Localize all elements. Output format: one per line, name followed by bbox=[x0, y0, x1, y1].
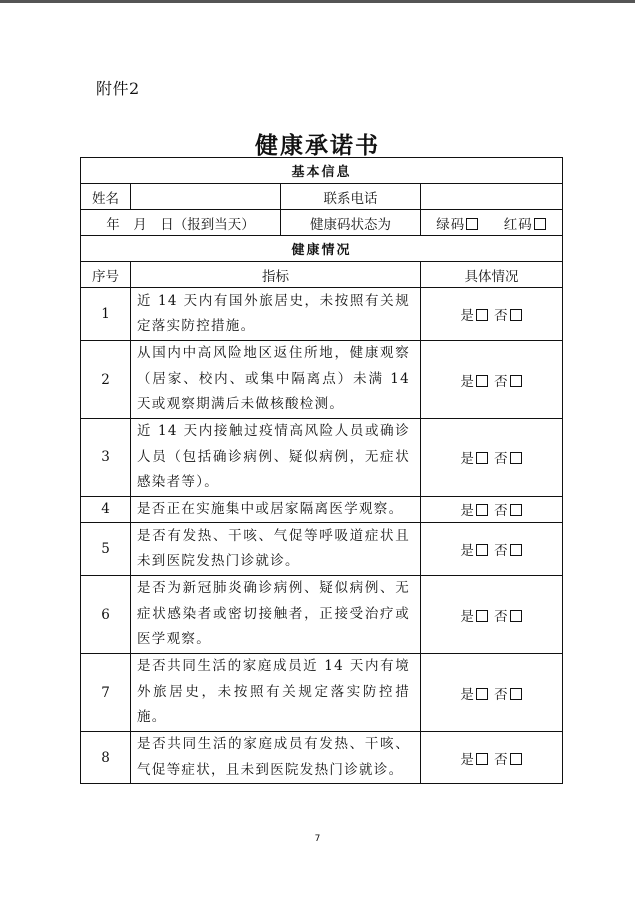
name-label: 姓名 bbox=[81, 184, 131, 210]
yes-label: 是 bbox=[460, 686, 475, 703]
yes-checkbox[interactable] bbox=[476, 452, 488, 464]
report-date-label: 年 月 日（报到当天） bbox=[81, 210, 281, 236]
table-row bbox=[81, 732, 563, 784]
no-checkbox[interactable] bbox=[510, 544, 522, 556]
column-header-number: 序号 bbox=[81, 262, 131, 288]
phone-field[interactable] bbox=[421, 184, 563, 210]
yes-label: 是 bbox=[460, 751, 475, 768]
health-commitment-table bbox=[80, 157, 563, 784]
no-checkbox[interactable] bbox=[510, 452, 522, 464]
indicator-text: 是否共同生活的家庭成员有发热、干咳、气促等症状，且未到医院发热门诊就诊。 bbox=[131, 732, 421, 784]
yes-checkbox[interactable] bbox=[476, 753, 488, 765]
no-checkbox[interactable] bbox=[510, 753, 522, 765]
indicator-text: 是否共同生活的家庭成员近 14 天内有境外旅居史，未按照有关规定落实防控措施。 bbox=[131, 654, 421, 732]
yes-checkbox[interactable] bbox=[476, 375, 488, 387]
row-number: 6 bbox=[81, 576, 131, 654]
row-number: 7 bbox=[81, 654, 131, 732]
no-label: 否 bbox=[494, 373, 509, 390]
yes-no-options bbox=[421, 576, 563, 654]
table-row bbox=[81, 576, 563, 654]
green-code-checkbox[interactable] bbox=[466, 218, 478, 230]
yes-checkbox[interactable] bbox=[476, 309, 488, 321]
no-label: 否 bbox=[494, 503, 509, 520]
column-header-detail: 具体情况 bbox=[421, 262, 563, 288]
yes-no-options bbox=[421, 288, 563, 341]
yes-checkbox[interactable] bbox=[476, 610, 488, 622]
indicator-text: 是否为新冠肺炎确诊病例、疑似病例、无症状感染者或密切接触者，正接受治疗或医学观察。 bbox=[131, 576, 421, 654]
no-label: 否 bbox=[494, 543, 509, 559]
no-checkbox[interactable] bbox=[510, 504, 522, 516]
page-number: 7 bbox=[314, 834, 321, 844]
green-code-label: 绿码 bbox=[436, 216, 466, 233]
row-number: 5 bbox=[81, 523, 131, 576]
row-number: 8 bbox=[81, 732, 131, 784]
basic-info-header: 基本信息 bbox=[81, 158, 563, 184]
yes-checkbox[interactable] bbox=[476, 504, 488, 516]
indicator-text: 近 14 天内接触过疫情高风险人员或确诊人员（包括确诊病例、疑似病例，无症状感染者等）。 bbox=[131, 419, 421, 497]
health-status-header: 健康情况 bbox=[81, 236, 563, 262]
document-title: 健康承诺书 bbox=[255, 132, 380, 159]
table-row bbox=[81, 288, 563, 341]
table-row bbox=[81, 419, 563, 497]
no-checkbox[interactable] bbox=[510, 309, 522, 321]
yes-label: 是 bbox=[460, 543, 475, 559]
no-label: 否 bbox=[494, 451, 509, 468]
no-checkbox[interactable] bbox=[510, 375, 522, 387]
indicator-text: 是否正在实施集中或居家隔离医学观察。 bbox=[131, 496, 421, 523]
table-row bbox=[81, 654, 563, 732]
row-number: 3 bbox=[81, 419, 131, 497]
table-row bbox=[81, 341, 563, 419]
no-label: 否 bbox=[494, 308, 509, 324]
no-label: 否 bbox=[494, 751, 509, 768]
yes-no-options bbox=[421, 732, 563, 784]
top-border bbox=[0, 0, 635, 3]
column-header-indicator: 指标 bbox=[131, 262, 421, 288]
health-code-options bbox=[421, 210, 563, 236]
yes-label: 是 bbox=[460, 503, 475, 520]
health-code-label: 健康码状态为 bbox=[281, 210, 421, 236]
no-label: 否 bbox=[494, 608, 509, 625]
indicator-text: 从国内中高风险地区返住所地，健康观察（居家、校内、或集中隔离点）未满 14 天或观察期满后未做核酸检测。 bbox=[131, 341, 421, 419]
yes-label: 是 bbox=[460, 373, 475, 390]
yes-no-options bbox=[421, 523, 563, 576]
row-number: 2 bbox=[81, 341, 131, 419]
row-number: 4 bbox=[81, 496, 131, 523]
indicator-text: 是否有发热、干咳、气促等呼吸道症状且未到医院发热门诊就诊。 bbox=[131, 523, 421, 576]
yes-checkbox[interactable] bbox=[476, 544, 488, 556]
no-checkbox[interactable] bbox=[510, 610, 522, 622]
no-checkbox[interactable] bbox=[510, 688, 522, 700]
attachment-label: 附件2 bbox=[96, 79, 140, 98]
yes-checkbox[interactable] bbox=[476, 688, 488, 700]
name-field[interactable] bbox=[131, 184, 281, 210]
yes-no-options bbox=[421, 654, 563, 732]
yes-no-options bbox=[421, 496, 563, 523]
red-code-label: 红码 bbox=[503, 216, 533, 233]
yes-label: 是 bbox=[460, 608, 475, 625]
no-label: 否 bbox=[494, 686, 509, 703]
row-number: 1 bbox=[81, 288, 131, 341]
indicator-text: 近 14 天内有国外旅居史，未按照有关规定落实防控措施。 bbox=[131, 288, 421, 341]
phone-label: 联系电话 bbox=[281, 184, 421, 210]
table-row bbox=[81, 496, 563, 523]
yes-no-options bbox=[421, 419, 563, 497]
yes-label: 是 bbox=[460, 451, 475, 468]
yes-no-options bbox=[421, 341, 563, 419]
yes-label: 是 bbox=[460, 308, 475, 324]
table-row bbox=[81, 523, 563, 576]
red-code-checkbox[interactable] bbox=[534, 218, 546, 230]
